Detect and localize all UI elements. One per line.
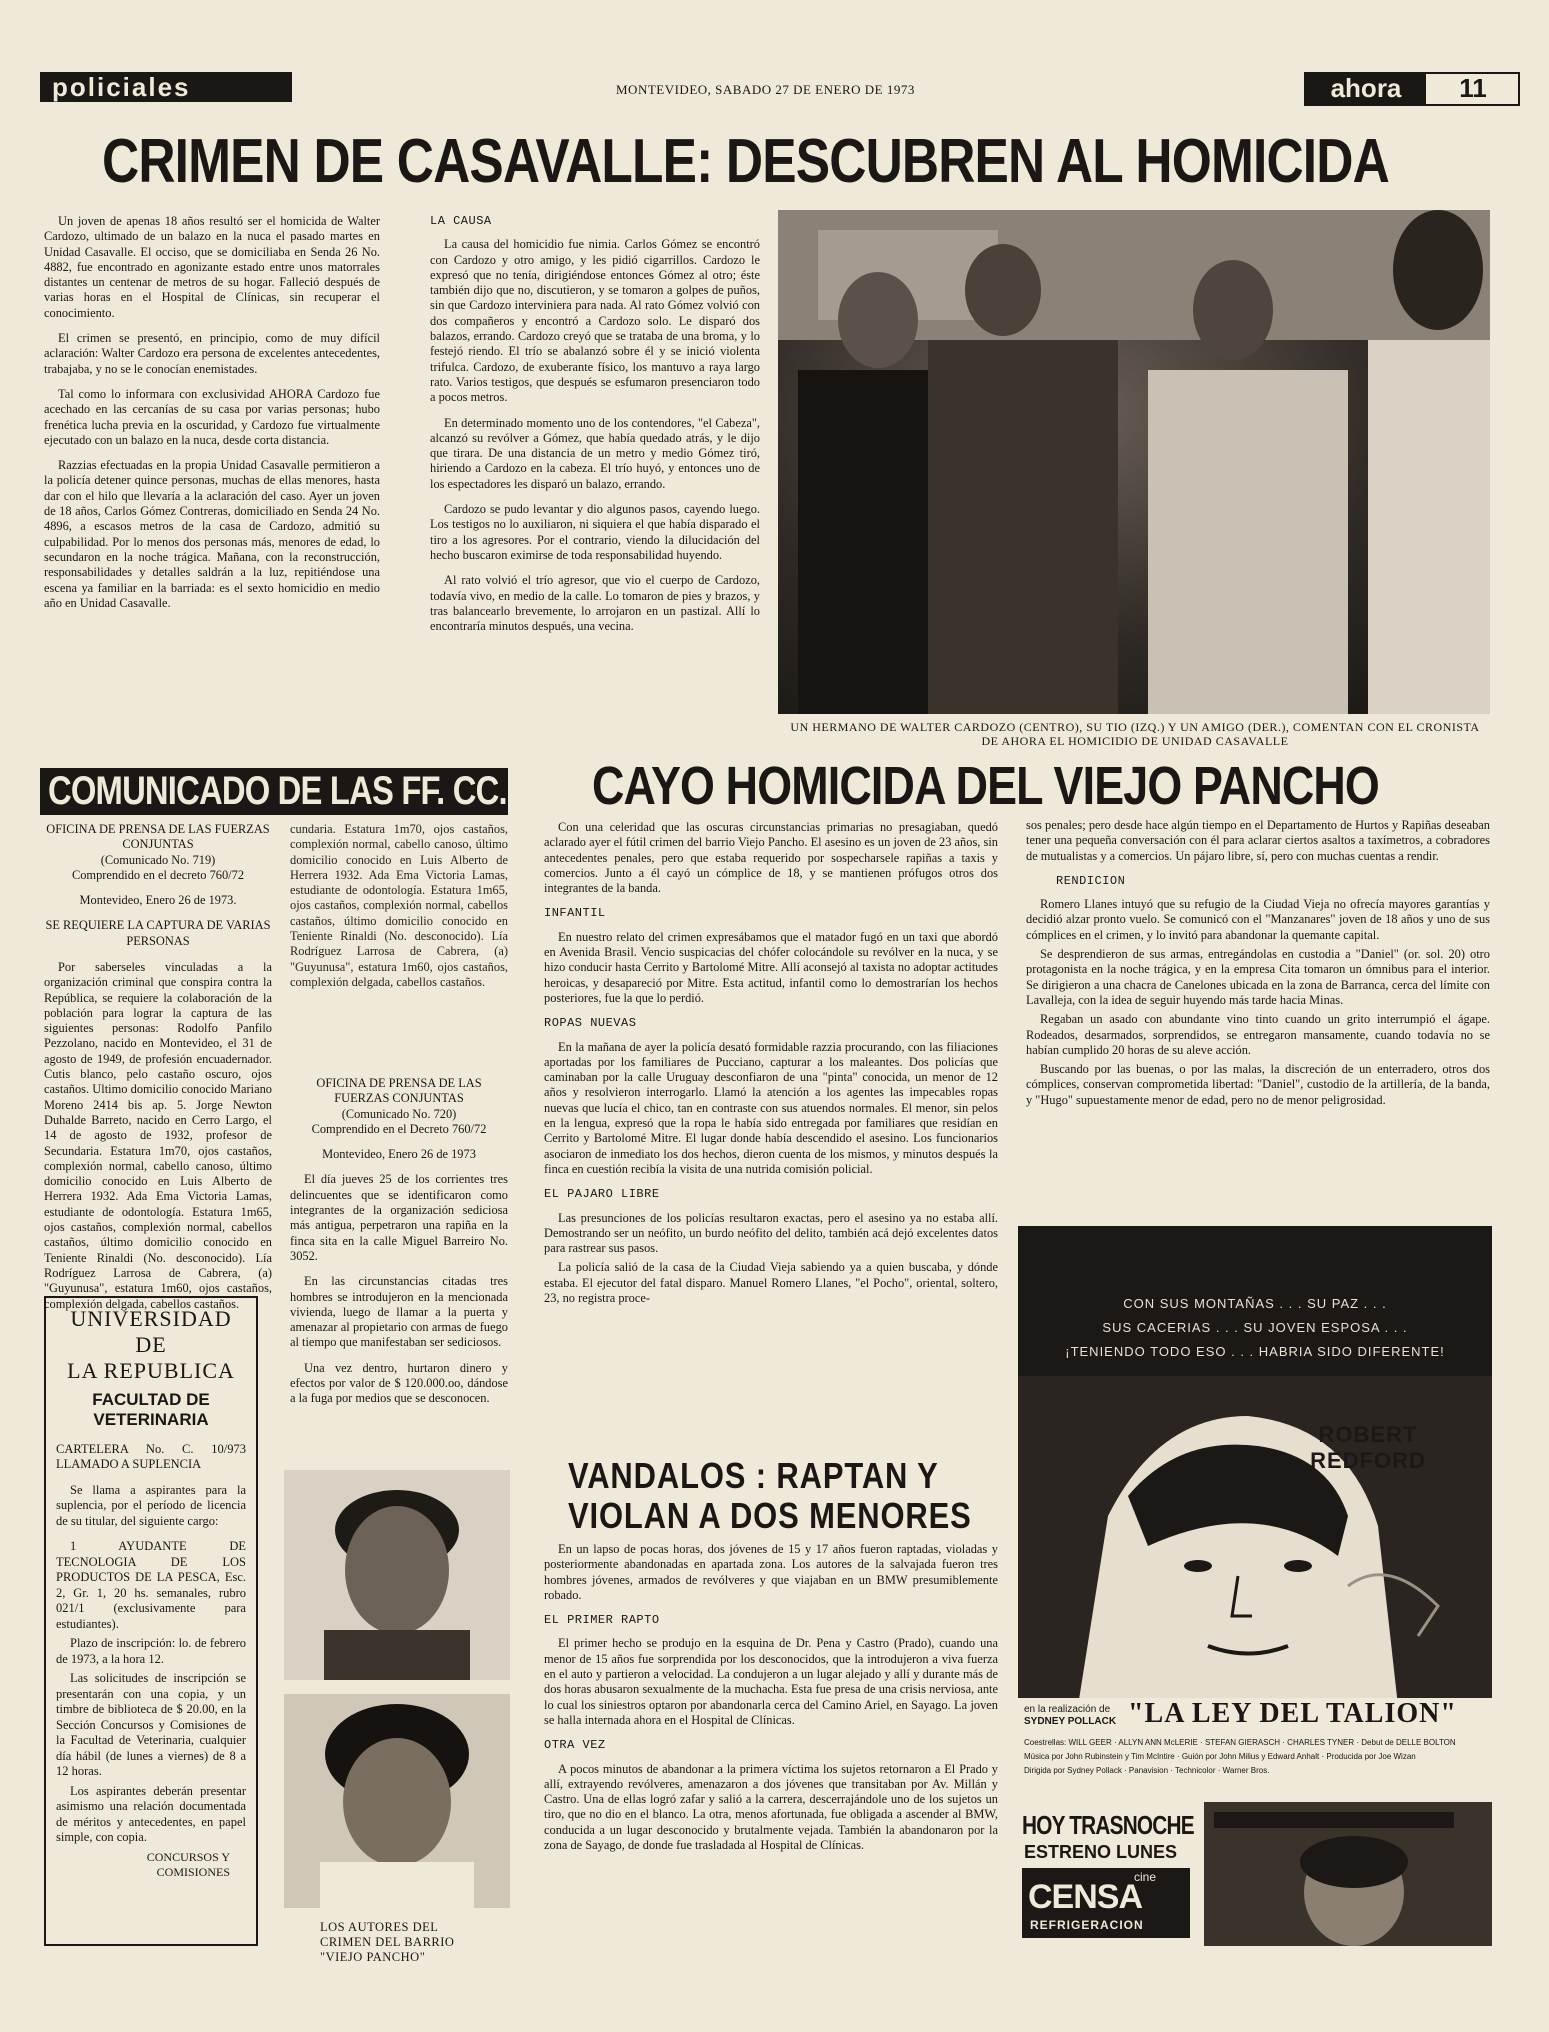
photo-figures bbox=[778, 210, 1490, 714]
comunicado-headline: COMUNICADO DE LAS FF. CC. bbox=[48, 769, 507, 813]
comunicado-719-decree: Comprendido en el decreto 760/72 bbox=[71, 867, 245, 882]
section-label: policiales bbox=[40, 72, 292, 102]
faculty-line2: VETERINARIA bbox=[93, 1410, 209, 1429]
dateline: MONTEVIDEO, SABADO 27 DE ENERO DE 1973 bbox=[616, 82, 915, 97]
movie-tagline-1: CON SUS MONTAÑAS . . . SU PAZ . . . bbox=[1123, 1296, 1387, 1311]
story1-paragraph: El crimen se presentó, en principio, como de muy difícil aclaración: Walter Cardozo era persona de excelentes antecedentes, trabajaba, y no se le conocían enemistades. bbox=[44, 331, 380, 376]
universidad-paragraph: Se llama a aspirantes para la suplencia, por el período de licencia de su titular, del siguiente cargo: bbox=[56, 1482, 246, 1528]
mugshot-1 bbox=[284, 1470, 510, 1680]
movie-ad bbox=[1018, 1226, 1492, 1946]
story2-subhead-ropas: ROPAS NUEVAS bbox=[544, 1016, 637, 1031]
movie-tagline-2: SUS CACERIAS . . . SU JOVEN ESPOSA . . . bbox=[1102, 1320, 1408, 1335]
story3-paragraph: A pocos minutos de abandonar a la primera víctima los sujetos retornaron a El Prado y allí, extrayendo revólveres, amenazaron a dos jóvenes que transitaban por Av. Millán y Castro. Una de ellas logró zafar y salió a la carrera, descerrajándole uno de los sujetos un tiro, que no dio en el blanco. La otra, menos afortunada, fue obligada a ascender al BMW, conducida a un lugar desconocido y brutalmente vejada. También la abandonaron por la zona de Sayago, de donde fue trasladada al Hospital de Clínicas. bbox=[544, 1761, 998, 1853]
story3-headline-line1: VANDALOS : RAPTAN Y bbox=[568, 1455, 939, 1496]
story1-paragraph: Un joven de apenas 18 años resultó ser el homicida de Walter Cardozo, ultimado de un balazo en la nuca el pasado martes en Unidad Casavalle. El occiso, que se domiciliaba en Senda 26 No. 4882, fue encontrado en agonizante estado entre unos matorrales distantes un centenar de metros de su hogar. Falleció después de varias horas en el Hospital de Clínicas, sin recuperar el conocimiento. bbox=[44, 214, 380, 320]
universidad-ad bbox=[44, 1296, 258, 1946]
movie-director: SYDNEY POLLACK bbox=[1024, 1716, 1117, 1727]
universidad-line1: UNIVERSIDAD DE bbox=[70, 1306, 232, 1357]
story2-column1 bbox=[544, 820, 998, 1316]
story1-paragraph: Razzias efectuadas en la propia Unidad Casavalle permitieron a la policía detener quince personas, muchas de ellas menores, hasta dar con el hilo que llevaría a la aclaración del caso. Ayer un joven de 18 años, Carlos Gómez Contreras, domiciliado en Senda 24 No. 4896, a escasos metros de la casa de Cardozo, admitió su culpabilidad. Por lo menos dos personas más, menores de edad, lo secundaron en la noche trágica. Mañana, con la reconstrucción, responsabilidades y detalles saldrán a la luz, repitiéndose una escena ya familiar en la barriada: es el sexto homicidio en medio año en Unidad Casavalle. bbox=[44, 458, 380, 610]
universidad-paragraph: Las solicitudes de inscripción se presentarán con una copia, y un timbre de biblioteca de $ 20.00, en la Sección Concursos y Comisiones de la Facultad de Veterinaria, cualquier día hábil (de lunes a viernes) de 8 a 12 horas. bbox=[56, 1671, 246, 1779]
comunicado-column1 bbox=[44, 822, 272, 959]
comunicado-720-paragraph: Una vez dentro, hurtaron dinero y efectos por valor de $ 120.000.oo, dándose a la fuga por medios que se desconocen. bbox=[290, 1360, 508, 1406]
universidad-signature2: COMISIONES bbox=[156, 1864, 230, 1879]
mugshot-figure bbox=[284, 1470, 510, 1680]
comunicado-719-title: SE REQUIERE LA CAPTURA DE VARIAS PERSONAS bbox=[45, 918, 271, 948]
comunicado-719-text: Por saberseles vinculadas a la organización criminal que conspira contra la República, se requiere la colaboración de la población para lograr la captura de las siguientes personas: Rodolfo Panfilo Pezzolano, nacido en Montevideo, el 31 de agosto de 1949, de profesión encuadernador. Cutis blanco, pelo castaño oscuro, ojos castaños. Ultimo domicilio conocido Mariano Moreno 2414 bis ap. 5. Jorge Newton Duhalde Barreto, nacido en Cerro Largo, el 14 de agosto de 1932, profesor de Secundaria. Estatura 1m70, ojos castaños, complexión normal, cabello canoso, último domicilio conocido en Luis Alberto de Herrera 1932. Ada Ema Victoria Lamas, estudiante de odontología. Estatura 1m65, ojos castaños, complexión normal, cabellos castaños, último domicilio conocido en Teniente Rinaldi (No. desconocido). Lía Rodríguez Larrosa de Cabrera, (a) "Guyunusa", estatura 1m60, ojos castaños, complexión delgada, cabellos castaños. bbox=[44, 960, 272, 1311]
story3-paragraph: El primer hecho se produjo en la esquina de Dr. Pena y Castro (Prado), cuando una menor de 15 años fue sorprendida por los desconocidos, que la introdujeron a viva fuerza en el auto y partieron a velocidad. La condujeron a un lugar alejado y allí y durante más de dos horas abusaron sexualmente de la muchacha. Esta fue presa de una crisis nerviosa, ante lo cual los siniestros optaron por abandonarla cerca del Camino Ariel, en Sayago. La joven se halla internada ahora en el Hospital de Clínicas. bbox=[544, 1636, 998, 1727]
star-name-1: ROBERT bbox=[1318, 1422, 1418, 1447]
star-name-2: REDFORD bbox=[1310, 1448, 1426, 1473]
movie-tagline-3: ¡TENIENDO TODO ESO . . . HABRIA SIDO DIFERENTE! bbox=[1065, 1344, 1445, 1359]
mugshots-caption: LOS AUTORES DEL CRIMEN DEL BARRIO "VIEJO PANCHO" bbox=[320, 1920, 455, 1964]
comunicado-719-date: Montevideo, Enero 26 de 1973. bbox=[79, 893, 237, 908]
story1-column2 bbox=[430, 214, 760, 644]
story2-paragraph: Se desprendieron de sus armas, entregándolas en custodia a "Daniel" (or. sol. 20) otro protagonista en la noche trágica, y en la empresa Cita tomaron un ómnibus para el interior. Se dirigieron a una chacra de Canelones ubicada en la zona de Barranca, cerca del límite con Lavalleja, con la idea de seguir huyendo más tarde hacia Minas. bbox=[1026, 947, 1490, 1007]
comunicado-719-number: (Comunicado No. 719) bbox=[100, 852, 216, 867]
story1-headline: CRIMEN DE CASAVALLE: DESCUBREN AL HOMICIDA bbox=[102, 127, 1389, 196]
story2-paragraph: sos penales; pero desde hace algún tiempo en el Departamento de Hurtos y Rapiñas deseaban tener una pequeña conversación con él para aclarar ciertos asaltos a taxímetros, a cobradores de mutualistas y a comercios. Un pájaro libre, sí, pero con muchas cuentas a rendir. bbox=[1026, 818, 1490, 863]
story1-paragraph: Cardozo se pudo levantar y dio algunos pasos, cayendo luego. Los testigos no lo auxiliaron, ni siquiera el que había disparado el tiro a los agresores. Por el contrario, viendo la dilucidación del hecho buscaron eximirse de toda responsabilidad huyendo. bbox=[430, 502, 760, 562]
comunicado-720-paragraph: El día jueves 25 de los corrientes tres delincuentes que se identificaron como integrantes de la organización sediciosa más antigua, perpetraron una rapiña en la finca sita en la calle Miguel Barreiro No. 3052. bbox=[290, 1172, 508, 1263]
comunicado-719-body bbox=[44, 960, 272, 1311]
estreno-lunes: ESTRENO LUNES bbox=[1024, 1842, 1178, 1862]
story2-subhead-pajaro: EL PAJARO LIBRE bbox=[544, 1187, 660, 1202]
story2-subhead-infantil: INFANTIL bbox=[544, 906, 606, 921]
story2-paragraph: Regaban un asado con abundante vino tinto cuando un grito interrumpió el ágape. Rodeados, desarmados, sorprendidos, se entregaron mansamente, cuando todavía no se habían cumplido 20 horas de su aleve acción. bbox=[1026, 1012, 1490, 1057]
movie-credits-2: Música por John Rubinstein y Tim McIntire · Guión por John Milius y Edward Anhalt · Producida por Joe Wizan bbox=[1024, 1752, 1416, 1761]
mugshot-figure bbox=[284, 1694, 510, 1908]
universidad-body bbox=[56, 1483, 246, 1846]
showtime-block bbox=[1018, 1802, 1492, 1946]
story3-headline-line2: VIOLAN A DOS MENORES bbox=[568, 1495, 972, 1536]
comunicado-720-decree: Comprendido en el Decreto 760/72 bbox=[311, 1121, 487, 1136]
comunicado-720-paragraph: En las circunstancias citadas tres hombres se introdujeron en la mencionada vivienda, luego de llamar a la puerta y amenazar al propietario con armas de fuego al tiempo que manifestaban ser sediciosos. bbox=[290, 1274, 508, 1350]
movie-title: "LA LEY DEL TALION" bbox=[1128, 1698, 1457, 1729]
universidad-signature1: CONCURSOS Y bbox=[146, 1849, 230, 1864]
story1-paragraph: En determinado momento uno de los contendores, "el Cabeza", alcanzó su revólver a Gómez, que había quedado atrás, y le dijo que tirara. De una distancia de un metro y medio Gómez tiró, hiriendo a Cardozo en la cabeza. El trío huyó, y entonces uno de los espectadores les disparó un balazo, errando. bbox=[430, 415, 760, 491]
story3-subhead-primer: EL PRIMER RAPTO bbox=[544, 1613, 660, 1628]
story3-body bbox=[544, 1542, 998, 1863]
censa-box bbox=[1022, 1868, 1190, 1938]
universidad-paragraph: 1 AYUDANTE DE TECNOLOGIA DE LOS PRODUCTOS DE LA PESCA, Esc. 2, Gr. 1, 20 hs. semanales, rubro 021/1 (exclusivamente para estudiantes). bbox=[56, 1539, 246, 1631]
story2-headline: CAYO HOMICIDA DEL VIEJO PANCHO bbox=[592, 756, 1379, 816]
comunicado-720-date: Montevideo, Enero 26 de 1973 bbox=[322, 1147, 476, 1162]
story2-subhead-rendicion: RENDICION bbox=[1056, 873, 1126, 888]
story2-paragraph: Romero Llanes intuyó que su refugio de la Ciudad Vieja no ofrecía mayores garantías y decidió alzar pronto vuelo. Se comunicó con el "Manzanares" joven de 18 años y uno de sus cómplices en el crimen, y lo invitó para abandonar la quemante capital. bbox=[1026, 897, 1490, 942]
refrigeracion-label: REFRIGERACION bbox=[1030, 1918, 1144, 1932]
movie-credits-3: Dirigida por Sydney Pollack · Panavision · Technicolor · Warner Bros. bbox=[1024, 1766, 1270, 1775]
universidad-line2: LA REPUBLICA bbox=[67, 1358, 235, 1383]
story2-paragraph: Buscando por las buenas, o por las malas, la discreción de un enterradero, otros dos cómplices, conservan comprometida libertad: "Daniel", custodio de la artillería, de la banda, y "Hugo" supuestamente menor de edad, pero no de menor peligrosidad. bbox=[1026, 1062, 1490, 1107]
rifle-illustration bbox=[1204, 1802, 1492, 1946]
story3-subhead-otra: OTRA VEZ bbox=[544, 1738, 606, 1753]
universidad-paragraph: Los aspirantes deberán presentar asimismo una relación documentada de méritos y antecedentes, en papel simple, con copia. bbox=[56, 1783, 246, 1845]
paper-logo-box bbox=[1304, 72, 1520, 106]
paper-logo: ahora bbox=[1306, 74, 1426, 104]
masthead bbox=[36, 70, 1516, 106]
comunicado-continued-text: cundaria. Estatura 1m70, ojos castaños, complexión normal, cabello canoso, último domicilio conocido en Luis Alberto de Herrera 1932. Ada Ema Victoria Lamas, estudiante de odontología. Estatura 1m65, ojos castaños, complexión normal, cabellos castaños, último domicilio conocido en Teniente Rinaldi (No. desconocido). Lía Rodríguez Larrosa de Cabrera, (a) "Guyunusa", estatura 1m60, ojos castaños, complexión delgada, cabellos castaños. bbox=[290, 822, 508, 989]
story1-paragraph: Al rato volvió el trío agresor, que vio el cuerpo de Cardozo, todavía vivo, en medio de la calle. Lo tomaron de pies y brazos, y tras balancearlo brevemente, lo arrojaron en un pastizal. Allí lo encontraría minutos después, una vecina. bbox=[430, 573, 760, 634]
universidad-paragraph: Plazo de inscripción: lo. de febrero de 1973, a la hora 12. bbox=[56, 1636, 246, 1666]
cartelera: CARTELERA No. C. 10/973 LLAMADO A SUPLENCIA bbox=[56, 1442, 246, 1472]
movie-credits-1: Coestrellas: WILL GEER · ALLYN ANN McLERIE · STEFAN GIERASCH · CHARLES TYNER · Debut de DELLE BOLTON bbox=[1024, 1738, 1456, 1747]
story2-column2 bbox=[1026, 818, 1490, 1118]
page-number: 11 bbox=[1459, 73, 1487, 103]
cine-label: cine bbox=[1134, 1870, 1157, 1884]
story2-paragraph: En la mañana de ayer la policía desató formidable razzia procurando, con las filiaciones aportadas por los familiares de Pucciano, capturar a los maleantes. Dos policías que caminaban por la calle Uruguay desconfiaron de una "pinta" conocida, un menor de 12 años y resolvieron interrogarlo. Llamó la atención a los agentes las impecables ropas nuevas que lucía el chico, tan en contraste con sus atuendos normales. El menor, sin pelos en la lengua, expresó que la ropa le había sido entregada por familiares que residían en Cerrito y Bartolomé Mitre. El lugar donde había descendido el asesino. Los funcionarios asociaron de inmediato los dos hechos, dieron cuenta de los mismos, y minutos después la finca en cuestión recibía la visita de una nutrida comisión policial. bbox=[544, 1039, 998, 1176]
story1-photo bbox=[778, 210, 1490, 714]
story2-paragraph: La policía salió de la casa de la Ciudad Vieja sabiendo ya a quien buscaba, y dónde estaba. El ejecutor del fatal disparo. Manuel Romero Llanes, "el Pocho", oriental, soltero, 23, no registra proce- bbox=[544, 1260, 998, 1306]
comunicado-720-number: (Comunicado No. 720) bbox=[341, 1106, 457, 1121]
story1-column1 bbox=[44, 214, 380, 621]
comunicado-719-continued bbox=[290, 822, 508, 1058]
story1-photo-caption: UN HERMANO DE WALTER CARDOZO (CENTRO), SU TIO (IZQ.) Y UN AMIGO (DER.), COMENTAN CON EL CRONISTA DE AHORA EL HOMICIDIO DE UNIDAD CASAVALLE bbox=[790, 720, 1480, 748]
story2-lead: Con una celeridad que las oscuras circunstancias primarias no presagiaban, quedó aclarado ayer el fútil crimen del barrio Viejo Pancho. El asesino es un joven de 23 años, sin antecedentes penales, pero que estaba requerido por sospecharsele rapiñas a taxis y comercios. Junto a él cayó un cómplice de 18, y se mantienen prófugos otros dos integrantes de la banda. bbox=[544, 820, 998, 896]
faculty-line1: FACULTAD DE bbox=[92, 1390, 210, 1409]
comunicado-headline-box bbox=[40, 768, 508, 815]
comunicado-column2 bbox=[290, 822, 508, 1417]
comunicado-720-header: OFICINA DE PRENSA DE LAS FUERZAS CONJUNTAS bbox=[316, 1076, 482, 1106]
story1-paragraph: Tal como lo informara con exclusividad AHORA Cardozo fue acechado en las cercanías de su casa por varias personas; hubo frenética lucha previa en la oscuridad, y Cardozo fue virtualmente ejecutado con un balazo en la nuca, desde corta distancia. bbox=[44, 386, 380, 447]
comunicado-719-header: OFICINA DE PRENSA DE LAS FUERZAS CONJUNTAS bbox=[46, 822, 270, 852]
story2-paragraph: Las presunciones de los policías resultaron exactas, pero el asesino ya no estaba allí. Demostrando ser un neófito, un burdo neófito del delito, también acá dejó excelentes datos para rastrear sus pasos. bbox=[544, 1210, 998, 1256]
story3-lead: En un lapso de pocas horas, dos jóvenes de 15 y 17 años fueron raptadas, violadas y posteriormente abandonadas en apartada zona. Los autores de la salvajada fueron tres hombres jóvenes, armados de revólveres y que viajaban en un BMW presumiblemente robado. bbox=[544, 1542, 998, 1602]
story1-subhead: LA CAUSA bbox=[430, 214, 492, 228]
story1-paragraph: La causa del homicidio fue nimia. Carlos Gómez se encontró con Cardozo y otro amigo, y les pidió cigarrillos. Cardozo le expresó que no tenía, dirigiéndose entonces Gómez al otro; éste también dijo que no, discutieron, y se tomaron a golpes de puños, sin que Cardozo interviniera para nada. Al rato Gómez volvió con dos compañeros y encontró a Cardozo solo. Le disparó dos balazos, errando. Cardozo creyó que se trataba de una broma, y lo festejó riendo. El trío se abalanzó sobre él y se inició violenta trifulca. Cardozo, de exuberante físico, los mantuvo a raya largo rato. Varios testigos, que después se esfumaron presenciaron todo a pocos metros. bbox=[430, 237, 760, 405]
hoy-trasnoche: HOY TRASNOCHE bbox=[1022, 1810, 1194, 1840]
mugshot-2 bbox=[284, 1694, 510, 1908]
censa-logo: CENSA bbox=[1028, 1878, 1143, 1916]
movie-pre-title: en la realización de bbox=[1024, 1704, 1111, 1715]
story2-paragraph: En nuestro relato del crimen expresábamos que el matador fugó en un taxi que abordó en Avenida Brasil. Vencio suspicacias del chófer colocándole su revólver en la nuca, y se hizo conducir hasta Cerrito y Bartolomé Mitre. Allí aconsejó al taxista no adoptar actitudes heroicas, y desapareció por Mitre. Esta actitud, infantil como lo demostrarían los hechos posteriores, fue la que lo perdió. bbox=[544, 929, 998, 1005]
movie-title-band bbox=[1018, 1698, 1492, 1802]
